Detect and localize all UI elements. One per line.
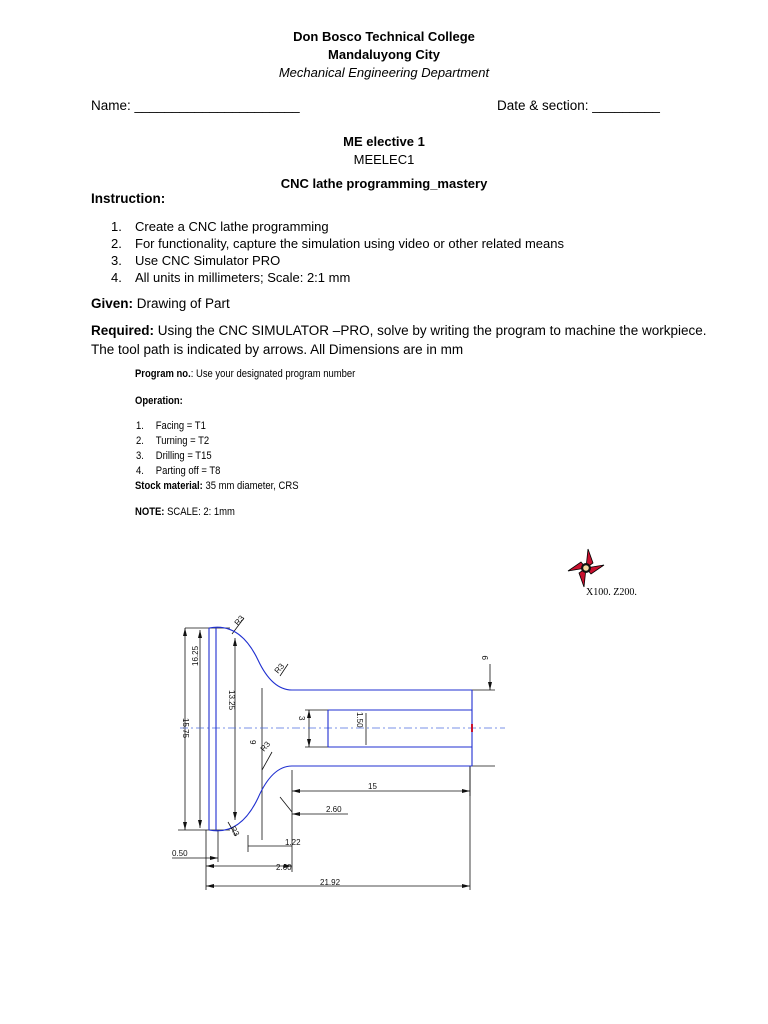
required-text-1: Using the CNC SIMULATOR –PRO, solve by writing the program to machine the workpiece. [154, 323, 707, 338]
dim-r3-c: R3 [258, 739, 273, 754]
operation-item: 1. Facing = T1 [136, 420, 206, 432]
stock-text: 35 mm diameter, CRS [202, 480, 299, 492]
program-label: Program no. [135, 368, 191, 380]
note-text: SCALE: 2: 1mm [164, 506, 235, 518]
city-name: Mandaluyong City [328, 47, 440, 62]
school-name: Don Bosco Technical College [293, 29, 475, 44]
dim-16-25: 16.25 [191, 645, 200, 666]
required-text-2: The tool path is indicated by arrows. All Dimensions are in mm [91, 342, 464, 357]
instruction-item: 1. Create a CNC lathe programming [111, 219, 329, 234]
program-text: : Use your designated program number [190, 368, 356, 380]
date-section-field[interactable]: Date & section: _________ [497, 98, 660, 113]
operation-item: 3. Drilling = T15 [136, 450, 212, 462]
activity-title: CNC lathe programming_mastery [280, 176, 488, 191]
department-name: Mechanical Engineering Department [278, 65, 490, 80]
dimension-arrows [183, 628, 492, 888]
stock-label: Stock material: [135, 480, 203, 492]
given-label: Given: [91, 296, 134, 311]
dim-2-60-b: 2.60 [276, 863, 292, 872]
dim-2-60-a: 2.60 [326, 805, 342, 814]
note-label: NOTE: [135, 506, 165, 518]
dim-13-25: 13.25 [227, 690, 236, 711]
name-field[interactable]: Name: ______________________ [91, 98, 300, 113]
dim-3: 3 [297, 716, 306, 721]
course-title: ME elective 1 [343, 134, 425, 149]
operation-item: 4. Parting off = T8 [136, 465, 221, 477]
dim-9-b: 9 [481, 655, 490, 660]
operation-heading: Operation: [135, 395, 183, 407]
tool-start-label: X100. Z200. [586, 587, 637, 598]
instruction-item: 3. Use CNC Simulator PRO [111, 253, 281, 268]
operation-item: 2. Turning = T2 [136, 435, 210, 447]
dim-1-50: 1.50 [355, 712, 364, 728]
instruction-item: 4. All units in millimeters; Scale: 2:1 mm [111, 270, 351, 285]
part-profile [209, 627, 472, 831]
required-label: Required: [91, 323, 155, 338]
dim-1-22: 1.22 [285, 838, 301, 847]
course-code: MEELEC1 [353, 152, 415, 167]
given-text: Drawing of Part [133, 296, 230, 311]
dim-15-75: 15.75 [181, 718, 190, 739]
dim-21-92: 21.92 [320, 878, 341, 887]
instruction-heading: Instruction: [91, 191, 166, 206]
dim-0-50: 0.50 [172, 849, 188, 858]
dim-r3-b: R3 [272, 661, 287, 676]
dim-15: 15 [368, 782, 377, 791]
dimension-lines [172, 618, 495, 890]
dim-9-a: 9 [248, 740, 257, 745]
instruction-item: 2. For functionality, capture the simulation using video or other related means [111, 236, 564, 251]
dim-r3-a: R3 [232, 613, 247, 628]
dim-r3-d: R3 [228, 824, 242, 838]
